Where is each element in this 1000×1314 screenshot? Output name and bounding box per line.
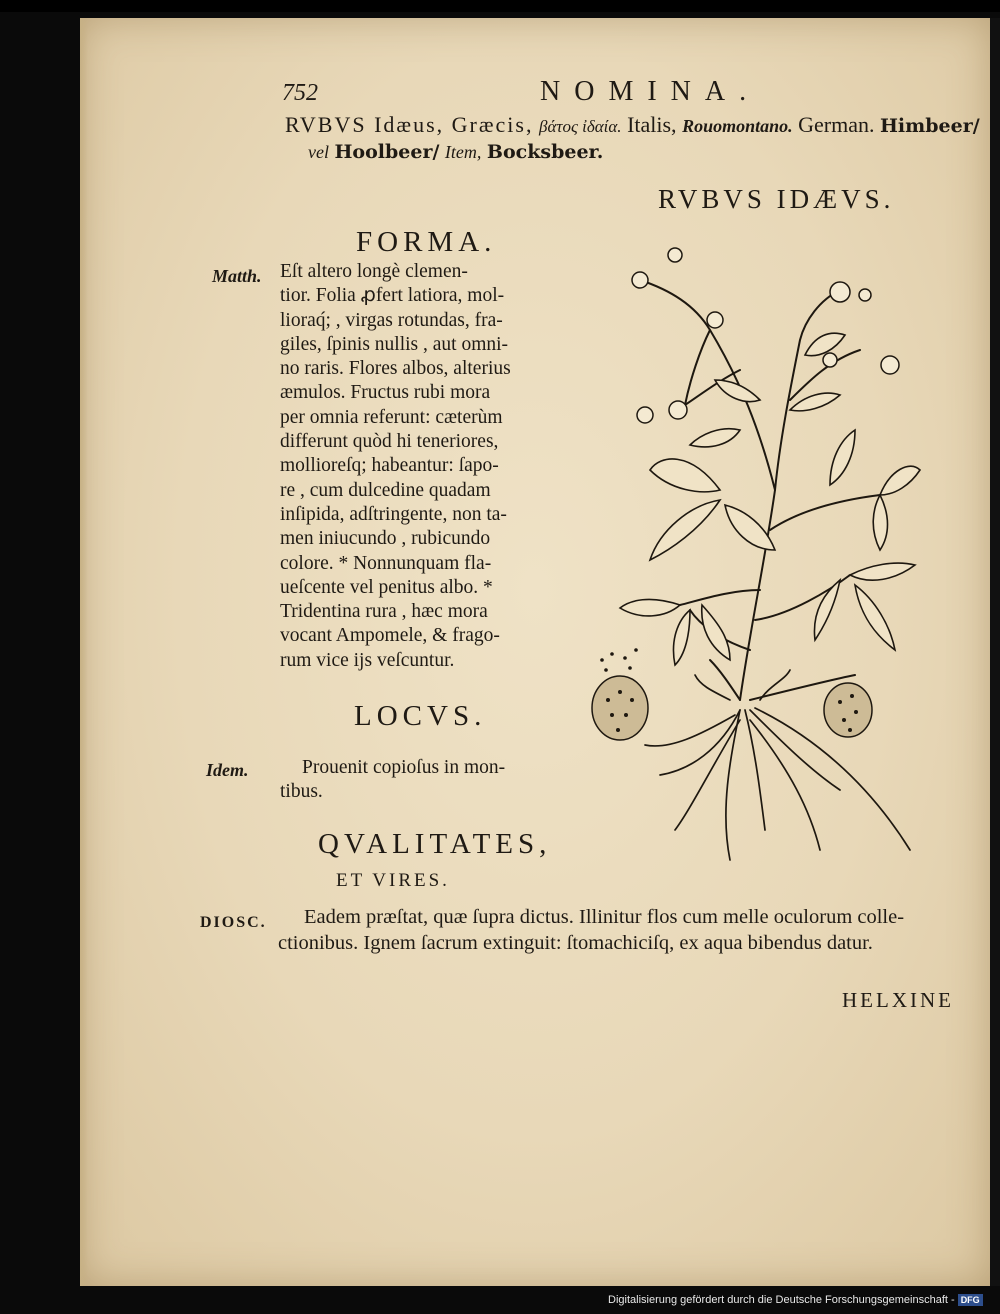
text-line: differunt quòd hi teneriores, [280,431,499,453]
heading-et-vires: ET VIRES. [336,870,450,891]
text-line: Eſt altero longè clemen- [280,261,468,282]
text-line: men iniucundo , rubicundo [280,528,491,550]
text-line: inſipida, adſtringente, non ta- [280,503,507,525]
text-line: æmulos. Fructus rubi mora [280,382,491,404]
vel-word: vel [308,142,329,162]
running-title: NOMINA. [540,76,761,107]
forma-text [280,260,550,673]
text-line: rum vice ijs veſcuntur. [280,649,455,671]
plant-branch [685,330,710,405]
text-line: Eadem præſtat, quæ ſupra dictus. Illinitur flos cum melle oculorum colle- [304,906,905,928]
heading-forma: FORMA. [356,226,497,258]
names-line-1 [285,112,980,138]
text-line: giles, ſpinis nullis , aut omni- [280,333,509,355]
text-line: colore. * Nonnunquam fla- [280,552,492,574]
text-line: ueſcente vel penitus albo. * [280,576,493,598]
italian-label: Italis, [627,112,677,137]
dfg-logo: DFG [958,1294,983,1306]
text-line: Tridentina rura , hæc mora [280,601,488,623]
plant-branch [770,495,880,530]
text-line: vocant Ampomele, & frago- [280,625,500,647]
german-name-3: Bocksbeer. [486,141,604,163]
footer-text: Digitalisierung gefördert durch die Deutsche Forschungsgemeinschaft - [608,1294,955,1306]
digitization-footer [608,1294,983,1306]
plant-branch [710,660,740,700]
text-line: tibus. [280,781,323,802]
plant-branch [680,590,760,605]
italian-name: Rouomontano. [682,116,793,136]
plant-branch [640,280,775,490]
text-line: lioraq́; , virgas rotundas, fra- [280,309,503,331]
german-label: German. [798,112,875,137]
german-name-2: Hoolbeer/ [334,141,440,163]
item-word: Item, [444,142,482,162]
qualitates-text [278,904,904,956]
text-line: re , cum dulcedine quadam [280,479,491,501]
heading-qualitates: QVALITATES, [318,828,552,860]
locus-text [280,756,550,804]
scan-frame-right [990,18,1000,1286]
greek-name: βάτος ἰδαία. [538,117,622,136]
names-line-2 [308,138,603,164]
text-line: per omnia referunt: cæterùm [280,406,503,428]
german-name: Himbeer/ [879,115,980,137]
text-line: tior. Folia ꝓfert latiora, mol- [280,285,505,307]
margin-note-idem: Idem. [206,760,249,780]
page-gutter-shadow [80,18,88,1286]
scan-frame-top [0,0,1000,12]
catchword: HELXINE [842,988,954,1012]
margin-note-matth: Matth. [212,266,262,286]
heading-locus: LOCVS. [354,700,487,732]
plate-title: RVBVS IDÆVS. [658,184,895,214]
margin-note-diosc: DIOSC. [200,914,267,931]
page-number: 752 [282,80,318,106]
text-line: mollioreſq; habeantur: ſapo- [280,455,499,477]
names-lead: RVBVS Idæus, Græcis, [285,112,534,137]
text-line: ctionibus. Ignem ſacrum extinguit: ſtomachiciſq, ex aqua bibendus datur. [278,932,873,954]
raspberry-plant-woodcut-icon [590,230,930,880]
text-line: no raris. Flores albos, alterius [280,358,511,380]
text-line: Prouenit copioſus in mon- [302,757,506,778]
